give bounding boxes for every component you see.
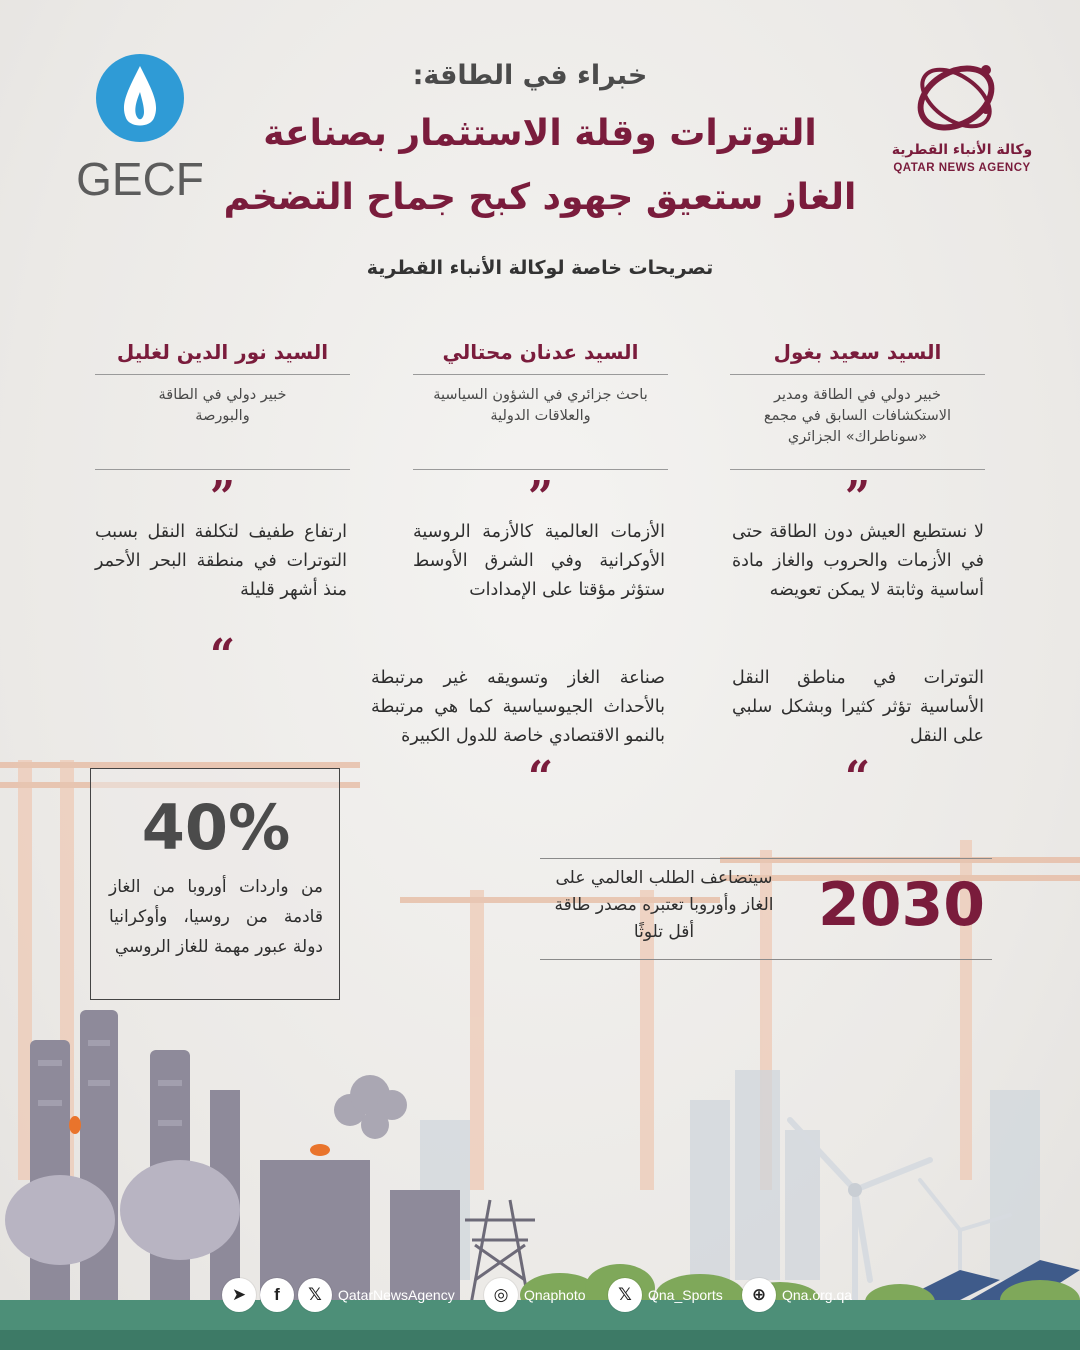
expert-name: السيد عدنان محتالي (413, 340, 668, 375)
qna-logo (888, 52, 1036, 182)
social-handle-qna-sports[interactable]: Qna_Sports (648, 1287, 723, 1303)
gecf-drop-icon (70, 52, 210, 144)
expert-name: السيد نور الدين لغليل (95, 340, 350, 375)
stat-europe-imports (90, 768, 340, 1000)
expert-column-laghlil (95, 340, 350, 470)
web-icon[interactable]: ⊕ (742, 1278, 776, 1312)
telegram-icon[interactable]: ➤ (222, 1278, 256, 1312)
headline-line-1: التوترات وقلة الاستثمار بصناعة (263, 113, 817, 154)
expert-role: خبير دولي في الطاقة ومدير الاستكشافات السابق في مجمع «سوناطراك» الجزائري (763, 387, 952, 445)
expert-name: السيد سعيد بغول (730, 340, 985, 375)
expert-quote: التوترات في مناطق النقل الأساسية تؤثر كثيرا وبشكل سلبي على النقل (732, 668, 984, 746)
social-footer (222, 1276, 862, 1314)
expert-role: باحث جزائري في الشؤون السياسية والعلاقات الدولية (433, 387, 648, 424)
expert-quote: لا نستطيع العيش دون الطاقة حتى في الأزمات والحروب والغاز مادة أساسية وثابتة لا يمكن تعويضه (732, 522, 984, 600)
stat-description: من واردات أوروبا من الغاز قادمة من روسيا، وأوكرانيا دولة عبور مهمة للغاز الروسي (109, 877, 323, 957)
qna-arabic-name: وكالة الأنباء القطرية (891, 142, 1033, 158)
close-quote-icon: “ (844, 752, 871, 803)
stat-description: سيتضاعف الطلب العالمي على الغاز وأوروبا تعتبره مصدر طاقة أقل تلوثًا (554, 868, 774, 942)
expert-quote: ارتفاع طفيف لتكلفة النقل بسبب التوترات في منطقة البحر الأحمر منذ أشهر قليلة (95, 522, 347, 600)
x-icon[interactable]: 𝕏 (608, 1278, 642, 1312)
expert-column-mohtali (413, 340, 668, 470)
social-group-instagram (484, 1276, 586, 1314)
social-group-sports (608, 1276, 723, 1314)
gecf-wordmark: GECF (76, 153, 204, 205)
divider (95, 469, 350, 470)
social-group-main (222, 1276, 455, 1314)
qna-english-name: QATAR NEWS AGENCY (893, 162, 1031, 174)
expert-quote: صناعة الغاز وتسويقه غير مرتبطة بالأحداث الجيوسياسية كما هي مرتبطة بالنمو الاقتصادي خاصة للدول الكبيرة (371, 668, 665, 746)
stat-value: 2030 (818, 870, 985, 940)
open-quote-icon: ” (844, 472, 871, 523)
facebook-icon[interactable]: f (260, 1278, 294, 1312)
social-group-web (742, 1276, 852, 1314)
website-link[interactable]: Qna.org.qa (782, 1287, 853, 1303)
expert-role: خبير دولي في الطاقة والبورصة (158, 387, 287, 424)
gecf-logo (70, 52, 210, 205)
x-icon[interactable]: 𝕏 (298, 1278, 332, 1312)
social-handle-qatarnewsagency[interactable]: QatarNewsAgency (338, 1287, 455, 1303)
headline-line-2: الغاز ستعيق جهود كبح جماح التضخم (223, 177, 857, 218)
open-quote-icon: ” (527, 472, 554, 523)
divider (730, 469, 985, 470)
instagram-icon[interactable]: ◎ (484, 1278, 518, 1312)
expert-column-baghoul (730, 340, 985, 470)
close-quote-icon: “ (527, 752, 554, 803)
social-handle-qnaphoto[interactable]: Qnaphoto (524, 1287, 586, 1303)
divider (413, 469, 668, 470)
stat-value: 40% (141, 791, 291, 864)
page-subtitle: خبراء في الطاقة: (412, 60, 648, 91)
close-quote-icon: “ (209, 630, 236, 681)
qna-logo-mark (888, 52, 1036, 144)
special-statement-label: تصريحات خاصة لوكالة الأنباء القطرية (366, 257, 714, 279)
expert-quote: الأزمات العالمية كالأزمة الروسية الأوكرانية وفي الشرق الأوسط ستؤثر مؤقتا على الإمدادات (413, 522, 665, 600)
open-quote-icon: ” (209, 472, 236, 523)
